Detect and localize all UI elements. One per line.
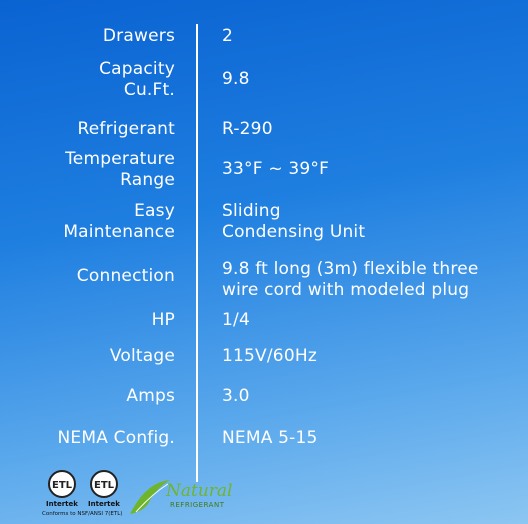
spec-label: Refrigerant bbox=[77, 119, 175, 139]
etl-mark-icon: ETL bbox=[48, 470, 76, 498]
column-divider bbox=[196, 24, 198, 482]
spec-label: NEMA Config. bbox=[57, 428, 175, 448]
spec-label: Drawers bbox=[102, 26, 175, 46]
conformance-text: Conforms to NSF/ANSI 7(ETL) bbox=[42, 511, 123, 517]
spec-value-line: 9.8 ft long (3m) flexible three bbox=[222, 259, 479, 279]
spec-label-line: Easy bbox=[134, 201, 175, 221]
spec-value-line: Sliding bbox=[222, 201, 281, 221]
spec-value: 115V/60Hz bbox=[222, 346, 317, 366]
spec-label: Connection bbox=[76, 266, 175, 286]
spec-label bbox=[5, 201, 175, 243]
spec-label-line: Maintenance bbox=[63, 222, 175, 242]
natural-refrigerant-logo bbox=[126, 474, 256, 518]
etl-mark-icon: ETL bbox=[90, 470, 118, 498]
spec-label: Voltage bbox=[109, 346, 175, 366]
spec-value bbox=[222, 259, 522, 301]
spec-label: Amps bbox=[126, 386, 175, 406]
spec-label-line: Cu.Ft. bbox=[123, 80, 175, 100]
spec-value-line: wire cord with modeled plug bbox=[222, 280, 470, 300]
spec-value: 2 bbox=[222, 26, 234, 46]
spec-value: 3.0 bbox=[222, 386, 250, 406]
spec-value-line: Condensing Unit bbox=[222, 222, 366, 242]
intertek-label: Intertek bbox=[88, 500, 120, 508]
spec-label-line: Temperature bbox=[65, 149, 175, 169]
spec-label: HP bbox=[151, 310, 175, 330]
spec-value: 9.8 bbox=[222, 69, 250, 89]
spec-label-line: Range bbox=[120, 170, 175, 190]
spec-value: 33°F ~ 39°F bbox=[222, 159, 330, 179]
intertek-label: Intertek bbox=[46, 500, 78, 508]
certification-logos bbox=[42, 470, 262, 524]
brand-tagline: REFRIGERANT bbox=[170, 501, 225, 509]
spec-value: R-290 bbox=[222, 119, 273, 139]
spec-label bbox=[5, 59, 175, 101]
spec-value: NEMA 5-15 bbox=[222, 428, 318, 448]
spec-value bbox=[222, 201, 522, 243]
spec-value: 1/4 bbox=[222, 310, 250, 330]
spec-label bbox=[5, 149, 175, 191]
brand-name: Natural bbox=[166, 481, 233, 501]
spec-label-line: Capacity bbox=[99, 59, 175, 79]
